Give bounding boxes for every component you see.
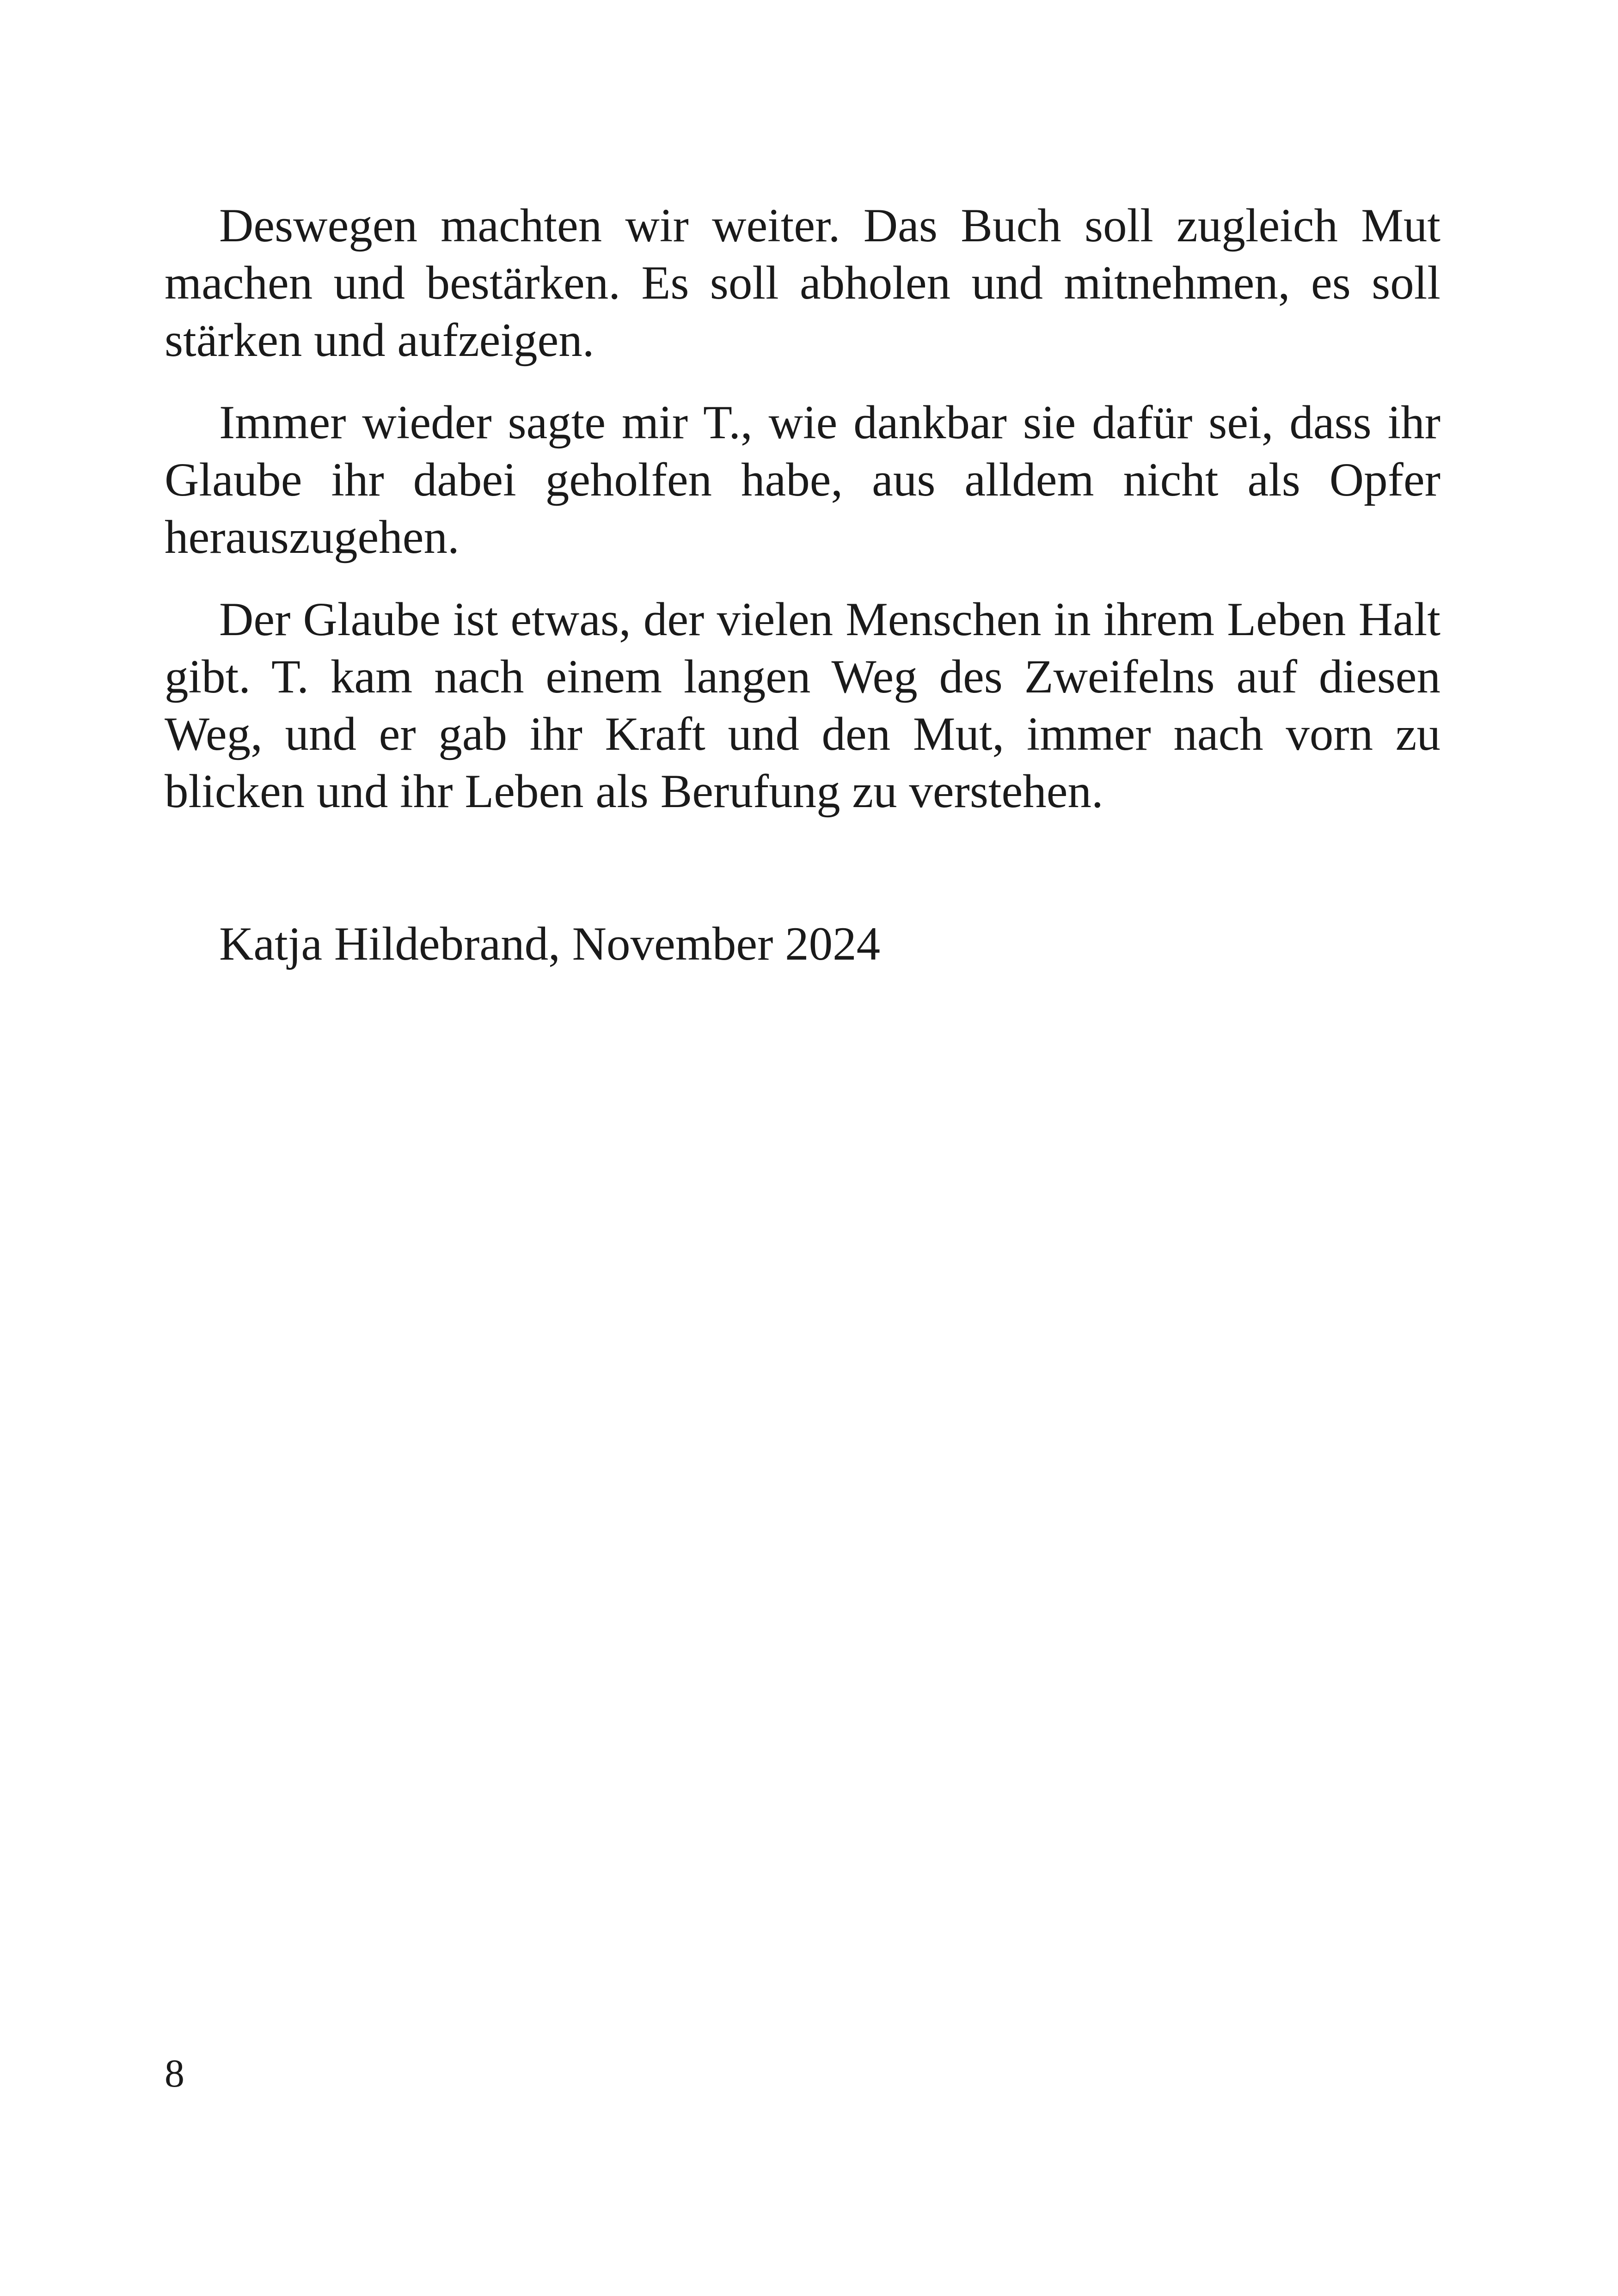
body-text [165,197,1440,845]
author-signature-line: Katja Hildebrand, November 2024 [219,918,881,970]
paragraph: Deswegen machten wir weiter. Das Buch soll zugleich Mut machen und bestärken. Es soll abholen und mitnehmen, es soll stärken und aufzeigen. [165,199,1440,367]
page-number: 8 [165,2051,184,2095]
paragraph: Der Glaube ist etwas, der vielen Menschen in ihrem Leben Halt gibt. T. kam nach einem langen Weg des Zweifelns auf diesen Weg, und er gab ihr Kraft und den Mut, immer nach vorn zu blicken und ihr Leben als Berufung zu verstehen. [165,593,1440,818]
paragraph: Immer wieder sagte mir T., wie dankbar sie dafür sei, dass ihr Glaube ihr dabei geholfen habe, aus alldem nicht als Opfer herauszugehen. [165,396,1440,563]
